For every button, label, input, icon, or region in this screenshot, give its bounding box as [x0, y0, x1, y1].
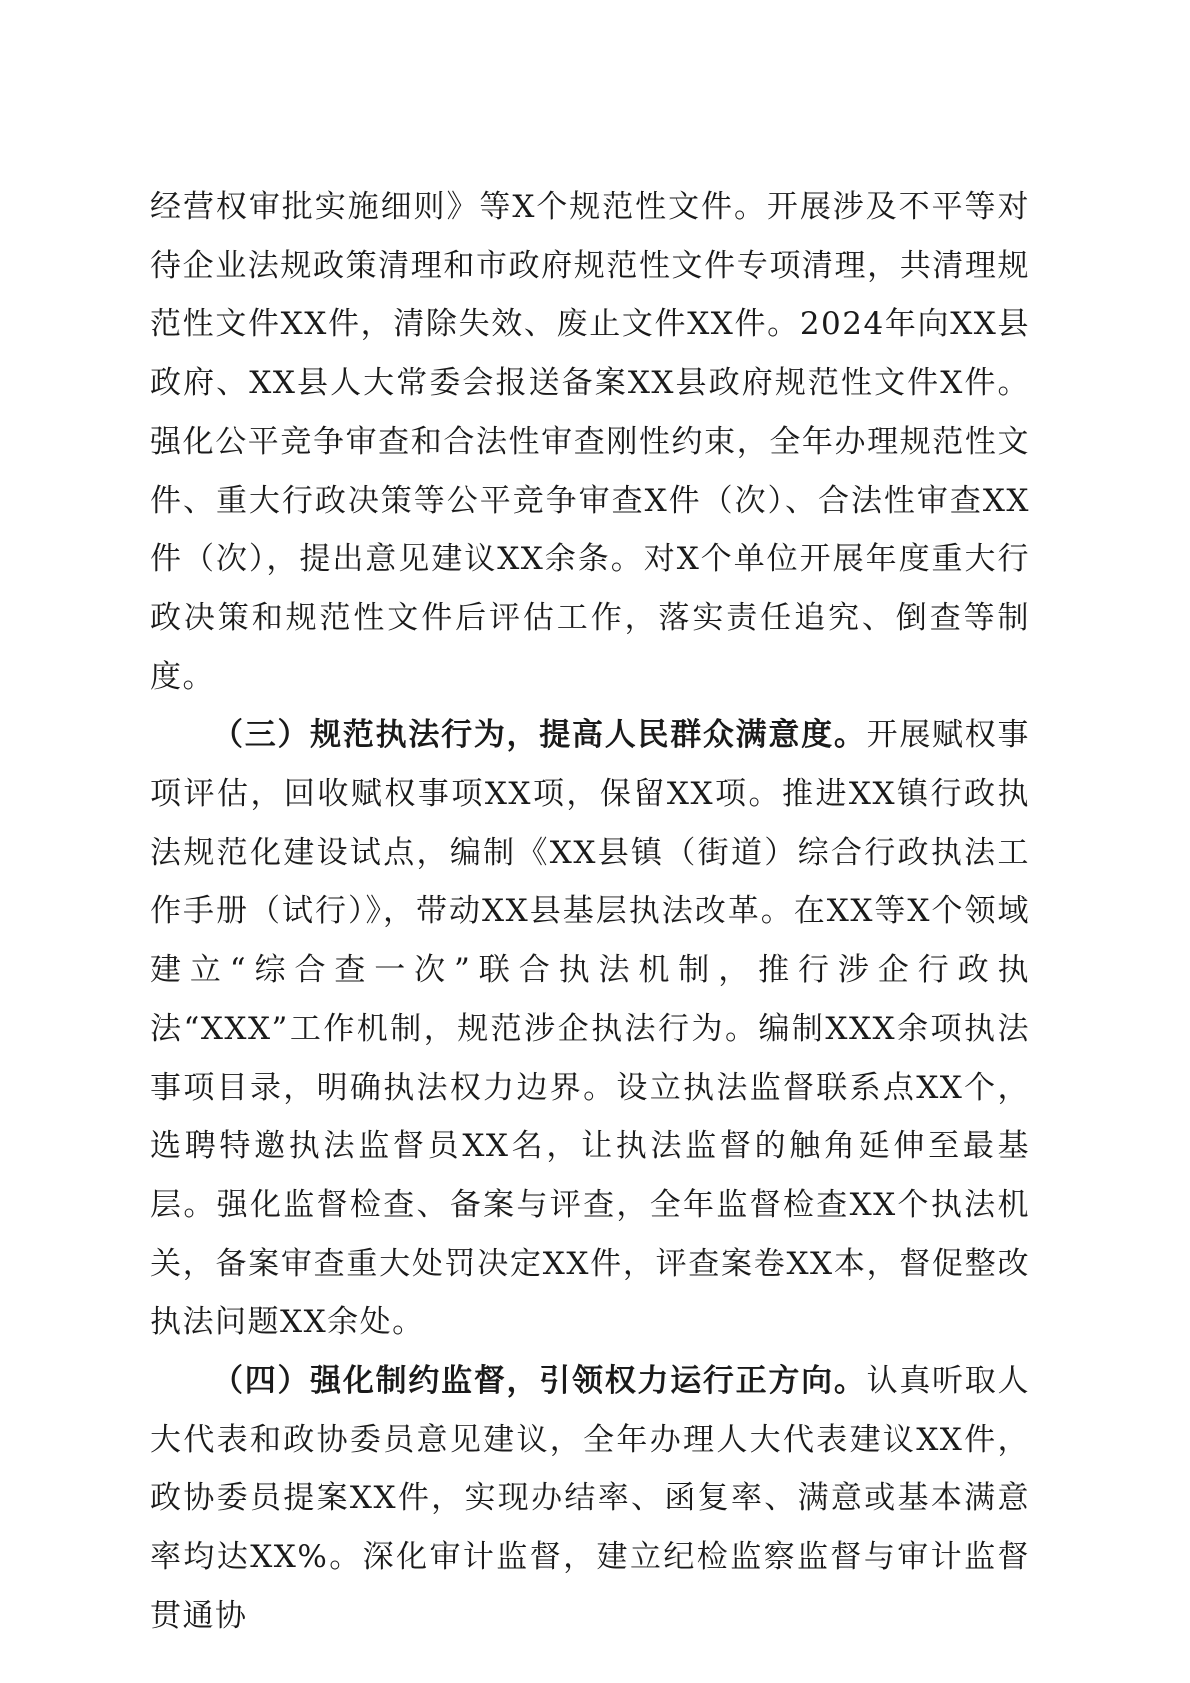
paragraph-text: 认真听取人大代表和政协委员意见建议，全年办理人大代表建议XX件，政协委员提案XX件，实现办结率、函复率、满意或基本满意率均达XX%。深化审计监督，建立纪检监察监督与审计监督贯通协 — [150, 1363, 1031, 1634]
paragraph-continuation — [150, 178, 1030, 706]
section-heading: （三）规范执法行为，提高人民群众满意度。 — [212, 717, 867, 754]
paragraph-section-4 — [150, 1352, 1030, 1646]
paragraph-text: 开展赋权事项评估，回收赋权事项XX项，保留XX项。推进XX镇行政执法规范化建设试点，编制《XX县镇（街道）综合行政执法工作手册（试行）》，带动XX县基层执法改革。在XX等X个领域建立“综合查一次”联合执法机制，推行涉企行政执法“XXX”工作机制，规范涉企执法行为。编制XXX余项执法事项目录，明确执法权力边界。设立执法监督联系点XX个，选聘特邀执法监督员XX名，让执法监督的触角延伸至最基层。强化监督检查、备案与评查，全年监督检查XX个执法机关，备案审查重大处罚决定XX件，评查案卷XX本，督促整改执法问题XX余处。 — [150, 717, 1031, 1341]
paragraph-section-3 — [150, 706, 1030, 1352]
document-body — [150, 178, 1030, 1646]
paragraph-text: 经营权审批实施细则》等X个规范性文件。开展涉及不平等对待企业法规政策清理和市政府规范性文件专项清理，共清理规范性文件XX件，清除失效、废止文件XX件。2024年向XX县政府、XX县人大常委会报送备案XX县政府规范性文件X件。强化公平竞争审查和合法性审查刚性约束，全年办理规范性文件、重大行政决策等公平竞争审查X件（次）、合法性审查XX件（次），提出意见建议XX余条。对X个单位开展年度重大行政决策和规范性文件后评估工作，落实责任追究、倒查等制度。 — [150, 189, 1030, 695]
section-heading: （四）强化制约监督，引领权力运行正方向。 — [212, 1363, 867, 1400]
